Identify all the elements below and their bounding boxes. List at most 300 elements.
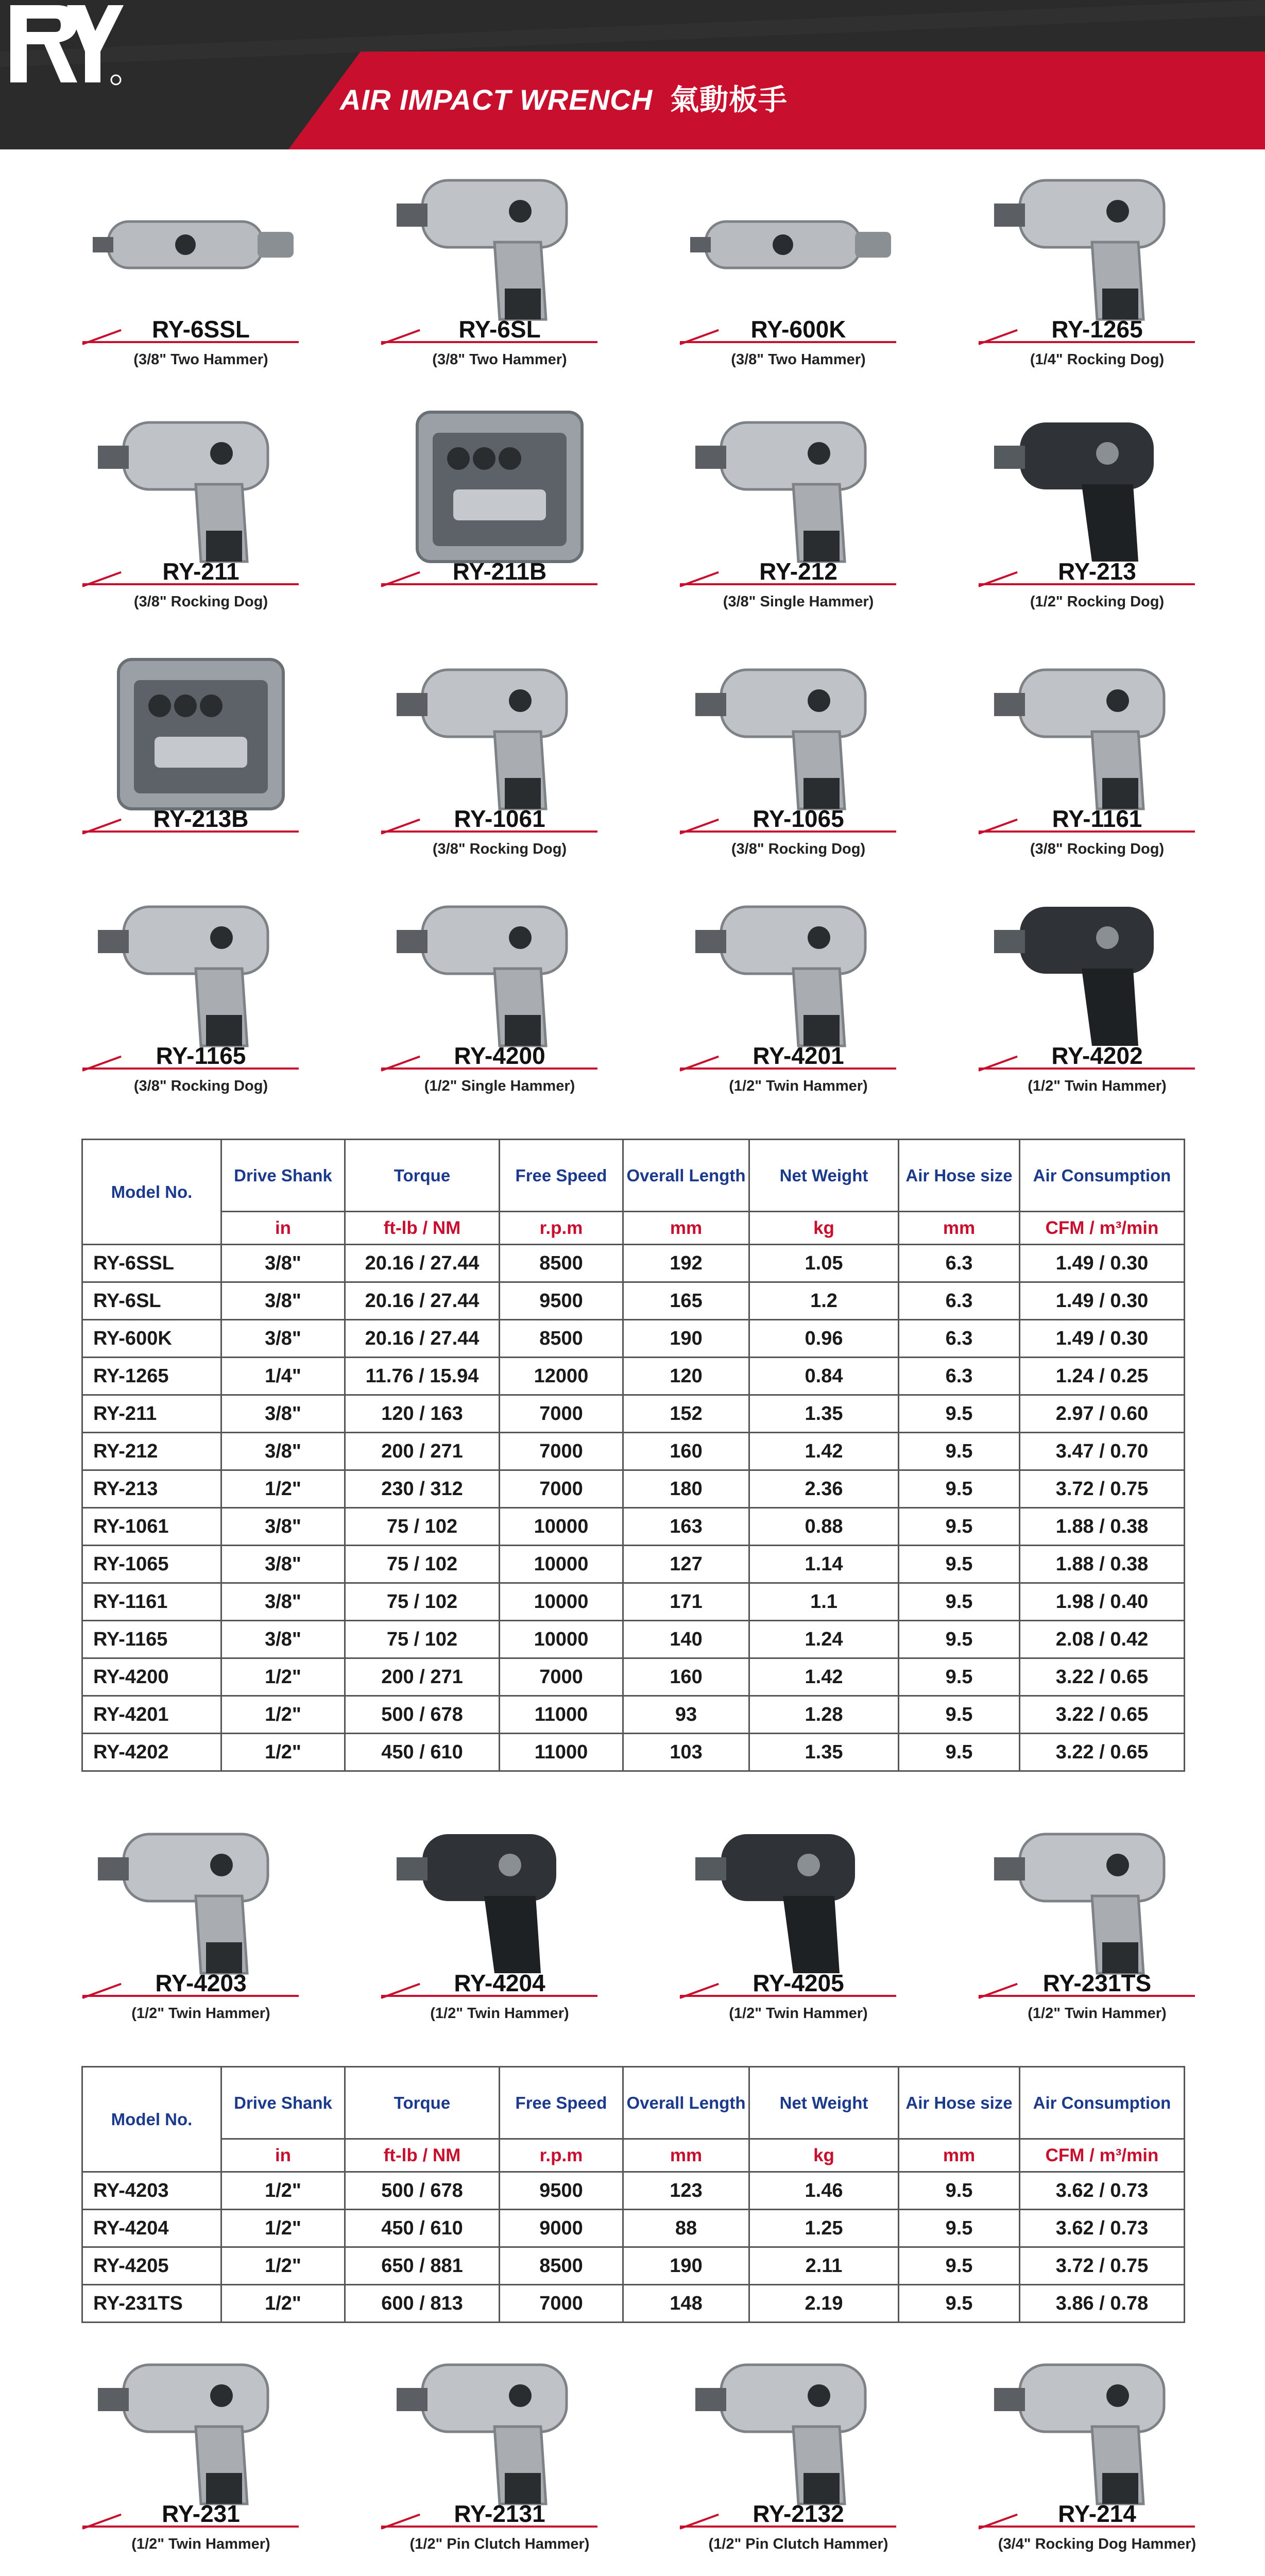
model-description: (3/4" Rocking Dog Hammer) bbox=[998, 2536, 1196, 2552]
header-air-consumption: Air Consumption bbox=[1020, 1140, 1185, 1212]
cell-value: 9000 bbox=[500, 2210, 623, 2247]
cell-value: 230 / 312 bbox=[345, 1470, 500, 1508]
unit-cfm: CFM / m³/min bbox=[1020, 1212, 1185, 1245]
unit-hose-mm: mm bbox=[899, 1212, 1020, 1245]
table-row bbox=[82, 2285, 1185, 2323]
cell-value: 120 bbox=[623, 1358, 749, 1395]
model-number: RY-1165 bbox=[156, 1042, 246, 1069]
cell-value: 3/8" bbox=[221, 1621, 345, 1658]
model-description: (3/8" Two Hammer) bbox=[432, 351, 567, 368]
cell-value: 0.96 bbox=[749, 1320, 899, 1358]
product-card bbox=[355, 876, 644, 1123]
cell-value: 3.72 / 0.75 bbox=[1020, 1470, 1185, 1508]
cell-value: 8500 bbox=[500, 1320, 623, 1358]
impact-wrench-image bbox=[984, 886, 1210, 1056]
cell-model: RY-4202 bbox=[82, 1734, 221, 1771]
cell-value: 3/8" bbox=[221, 1508, 345, 1546]
model-description: (1/2" Twin Hammer) bbox=[1028, 1078, 1167, 1094]
cell-value: 1.1 bbox=[749, 1583, 899, 1621]
table-2-body bbox=[82, 2172, 1185, 2323]
table-row bbox=[82, 2172, 1185, 2210]
cell-value: 600 / 813 bbox=[345, 2285, 500, 2323]
cell-value: 88 bbox=[623, 2210, 749, 2247]
header-net-weight: Net Weight bbox=[749, 2067, 899, 2139]
unit-mm: mm bbox=[623, 1212, 749, 1245]
unit-in: in bbox=[221, 2139, 345, 2172]
cell-value: 3/8" bbox=[221, 1433, 345, 1470]
table-row bbox=[82, 1358, 1185, 1395]
impact-wrench-image bbox=[88, 402, 314, 572]
product-card bbox=[57, 392, 345, 639]
model-description: (3/8" Rocking Dog) bbox=[731, 841, 866, 857]
model-number: RY-2131 bbox=[454, 2500, 545, 2527]
model-description: (1/2" Twin Hammer) bbox=[131, 2536, 270, 2552]
cell-value: 6.3 bbox=[899, 1245, 1020, 1282]
cell-value: 1.98 / 0.40 bbox=[1020, 1583, 1185, 1621]
impact-wrench-image bbox=[984, 2344, 1210, 2514]
model-number: RY-213B bbox=[153, 805, 249, 832]
cell-value: 1.14 bbox=[749, 1546, 899, 1583]
product-card bbox=[953, 392, 1241, 639]
cell-model: RY-1165 bbox=[82, 1621, 221, 1658]
model-number: RY-1161 bbox=[1052, 805, 1142, 832]
cell-value: 163 bbox=[623, 1508, 749, 1546]
cell-value: 165 bbox=[623, 1282, 749, 1320]
cell-value: 192 bbox=[623, 1245, 749, 1282]
table-1-body bbox=[82, 1245, 1185, 1771]
cell-value: 3/8" bbox=[221, 1320, 345, 1358]
cell-value: 10000 bbox=[500, 1546, 623, 1583]
unit-kg: kg bbox=[749, 2139, 899, 2172]
cell-value: 1/2" bbox=[221, 1658, 345, 1696]
cell-value: 7000 bbox=[500, 1395, 623, 1433]
impact-wrench-image bbox=[386, 649, 613, 819]
product-card bbox=[57, 876, 345, 1123]
unit-mm: mm bbox=[623, 2139, 749, 2172]
cell-value: 1/2" bbox=[221, 2247, 345, 2285]
unit-cfm: CFM / m³/min bbox=[1020, 2139, 1185, 2172]
cell-value: 450 / 610 bbox=[345, 1734, 500, 1771]
product-card bbox=[654, 639, 943, 886]
cell-value: 9.5 bbox=[899, 1583, 1020, 1621]
cell-value: 3.22 / 0.65 bbox=[1020, 1696, 1185, 1734]
cell-model: RY-212 bbox=[82, 1433, 221, 1470]
cell-value: 9.5 bbox=[899, 2247, 1020, 2285]
cell-value: 180 bbox=[623, 1470, 749, 1508]
cell-model: RY-1061 bbox=[82, 1508, 221, 1546]
table-row bbox=[82, 1245, 1185, 1282]
model-number: RY-211B bbox=[452, 558, 547, 585]
product-card bbox=[57, 149, 345, 397]
header-torque: Torque bbox=[345, 2067, 500, 2139]
product-card bbox=[654, 2571, 943, 2576]
model-description: (1/2" Rocking Dog) bbox=[1030, 594, 1165, 610]
cell-value: 1.46 bbox=[749, 2172, 899, 2210]
cell-value: 9.5 bbox=[899, 2285, 1020, 2323]
model-description: (3/8" Rocking Dog) bbox=[133, 1078, 268, 1094]
cell-value: 1/2" bbox=[221, 1696, 345, 1734]
impact-wrench-image bbox=[386, 160, 613, 330]
cell-model: RY-4204 bbox=[82, 2210, 221, 2247]
cell-value: 11000 bbox=[500, 1734, 623, 1771]
cell-value: 1.42 bbox=[749, 1658, 899, 1696]
cell-model: RY-211 bbox=[82, 1395, 221, 1433]
table-row bbox=[82, 1470, 1185, 1508]
cell-value: 160 bbox=[623, 1658, 749, 1696]
cell-value: 9500 bbox=[500, 2172, 623, 2210]
cell-model: RY-4203 bbox=[82, 2172, 221, 2210]
model-number: RY-231 bbox=[162, 2500, 240, 2527]
cell-value: 1.35 bbox=[749, 1395, 899, 1433]
cell-value: 3.47 / 0.70 bbox=[1020, 1433, 1185, 1470]
cell-value: 75 / 102 bbox=[345, 1546, 500, 1583]
cell-value: 11000 bbox=[500, 1696, 623, 1734]
cell-value: 8500 bbox=[500, 2247, 623, 2285]
model-number: RY-1065 bbox=[753, 805, 844, 832]
cell-value: 10000 bbox=[500, 1583, 623, 1621]
cell-value: 3/8" bbox=[221, 1245, 345, 1282]
header-drive-shank: Drive Shank bbox=[221, 2067, 345, 2139]
cell-value: 9.5 bbox=[899, 1470, 1020, 1508]
product-card bbox=[654, 149, 943, 397]
product-card bbox=[953, 639, 1241, 886]
cell-value: 1.24 / 0.25 bbox=[1020, 1358, 1185, 1395]
cell-value: 20.16 / 27.44 bbox=[345, 1320, 500, 1358]
product-card bbox=[953, 876, 1241, 1123]
cell-value: 123 bbox=[623, 2172, 749, 2210]
tool-case-image bbox=[386, 402, 613, 572]
cell-value: 9.5 bbox=[899, 1734, 1020, 1771]
title-zh: 氣動板手 bbox=[670, 83, 788, 117]
model-description: (1/4" Rocking Dog) bbox=[1030, 351, 1165, 368]
product-card bbox=[355, 2334, 644, 2576]
cell-value: 1/2" bbox=[221, 1734, 345, 1771]
unit-hose-mm: mm bbox=[899, 2139, 1020, 2172]
model-number: RY-212 bbox=[759, 558, 837, 585]
cell-value: 9500 bbox=[500, 1282, 623, 1320]
cell-value: 2.11 bbox=[749, 2247, 899, 2285]
table-row bbox=[82, 1282, 1185, 1320]
cell-value: 1.25 bbox=[749, 2210, 899, 2247]
header-net-weight: Net Weight bbox=[749, 1140, 899, 1212]
model-description: (3/8" Rocking Dog) bbox=[1030, 841, 1165, 857]
model-description: (1/2" Pin Clutch Hammer) bbox=[708, 2536, 888, 2552]
table-row bbox=[82, 1696, 1185, 1734]
cell-value: 500 / 678 bbox=[345, 2172, 500, 2210]
cell-model: RY-231TS bbox=[82, 2285, 221, 2323]
table-row bbox=[82, 1433, 1185, 1470]
product-card bbox=[953, 2334, 1241, 2576]
cell-value: 1.28 bbox=[749, 1696, 899, 1734]
product-card bbox=[953, 149, 1241, 397]
impact-wrench-image bbox=[88, 886, 314, 1056]
cell-value: 190 bbox=[623, 2247, 749, 2285]
product-card bbox=[57, 2571, 345, 2576]
cell-model: RY-4200 bbox=[82, 1658, 221, 1696]
cell-value: 3/8" bbox=[221, 1583, 345, 1621]
cell-value: 1/2" bbox=[221, 2210, 345, 2247]
cell-value: 7000 bbox=[500, 2285, 623, 2323]
unit-torque: ft-lb / NM bbox=[345, 1212, 500, 1245]
cell-value: 6.3 bbox=[899, 1358, 1020, 1395]
unit-in: in bbox=[221, 1212, 345, 1245]
model-number: RY-4204 bbox=[454, 1970, 545, 1996]
cell-value: 650 / 881 bbox=[345, 2247, 500, 2285]
cell-model: RY-6SL bbox=[82, 1282, 221, 1320]
cell-value: 2.36 bbox=[749, 1470, 899, 1508]
model-description: (1/2" Twin Hammer) bbox=[430, 2005, 569, 2022]
cell-model: RY-1265 bbox=[82, 1358, 221, 1395]
header-model: Model No. bbox=[82, 2067, 221, 2172]
cell-value: 9.5 bbox=[899, 1658, 1020, 1696]
impact-wrench-image bbox=[984, 649, 1210, 819]
spec-table-2 bbox=[81, 2066, 1185, 2323]
product-card bbox=[654, 1803, 943, 2050]
table-row bbox=[82, 1395, 1185, 1433]
product-card bbox=[355, 149, 644, 397]
cell-value: 3/8" bbox=[221, 1546, 345, 1583]
title-en: AIR IMPACT WRENCH bbox=[340, 83, 653, 116]
product-card bbox=[355, 392, 644, 639]
cell-value: 11.76 / 15.94 bbox=[345, 1358, 500, 1395]
model-description: (1/2" Twin Hammer) bbox=[131, 2005, 270, 2022]
model-number: RY-4200 bbox=[454, 1042, 545, 1069]
unit-kg: kg bbox=[749, 1212, 899, 1245]
model-description: (1/2" Single Hammer) bbox=[424, 1078, 575, 1094]
table-row bbox=[82, 1546, 1185, 1583]
header-air-hose: Air Hose size bbox=[899, 1140, 1020, 1212]
cell-value: 2.08 / 0.42 bbox=[1020, 1621, 1185, 1658]
page-header bbox=[0, 0, 1265, 149]
cell-value: 10000 bbox=[500, 1508, 623, 1546]
header-model: Model No. bbox=[82, 1140, 221, 1245]
table-row bbox=[82, 1583, 1185, 1621]
impact-wrench-image bbox=[685, 160, 912, 330]
cell-value: 0.84 bbox=[749, 1358, 899, 1395]
cell-value: 190 bbox=[623, 1320, 749, 1358]
cell-value: 9.5 bbox=[899, 1696, 1020, 1734]
model-number: RY-4203 bbox=[155, 1970, 247, 1996]
table-row bbox=[82, 2247, 1185, 2285]
table-row bbox=[82, 1621, 1185, 1658]
model-description: (3/8" Rocking Dog) bbox=[432, 841, 567, 857]
product-card bbox=[654, 876, 943, 1123]
product-card bbox=[654, 2334, 943, 2576]
cell-value: 9.5 bbox=[899, 1433, 1020, 1470]
cell-value: 20.16 / 27.44 bbox=[345, 1282, 500, 1320]
product-card bbox=[57, 2334, 345, 2576]
cell-value: 1/4" bbox=[221, 1358, 345, 1395]
unit-rpm: r.p.m bbox=[500, 2139, 623, 2172]
model-number: RY-211 bbox=[162, 558, 240, 585]
model-number: RY-1061 bbox=[454, 805, 545, 832]
product-card bbox=[654, 392, 943, 639]
product-card bbox=[355, 2571, 644, 2576]
cell-value: 140 bbox=[623, 1621, 749, 1658]
cell-value: 1.05 bbox=[749, 1245, 899, 1282]
ry-logo bbox=[0, 0, 124, 88]
cell-value: 1.88 / 0.38 bbox=[1020, 1546, 1185, 1583]
model-number: RY-214 bbox=[1058, 2500, 1136, 2527]
unit-rpm: r.p.m bbox=[500, 1212, 623, 1245]
product-card bbox=[355, 1803, 644, 2050]
cell-value: 1.35 bbox=[749, 1734, 899, 1771]
cell-value: 1/2" bbox=[221, 2285, 345, 2323]
table-row bbox=[82, 1658, 1185, 1696]
impact-wrench-image bbox=[685, 1814, 912, 1984]
cell-value: 6.3 bbox=[899, 1320, 1020, 1358]
spec-table-1 bbox=[81, 1139, 1185, 1772]
model-number: RY-4205 bbox=[753, 1970, 844, 1996]
model-description: (1/2" Pin Clutch Hammer) bbox=[409, 2536, 590, 2552]
cell-value: 7000 bbox=[500, 1433, 623, 1470]
cell-value: 148 bbox=[623, 2285, 749, 2323]
impact-wrench-image bbox=[386, 886, 613, 1056]
cell-value: 200 / 271 bbox=[345, 1658, 500, 1696]
impact-wrench-image bbox=[685, 649, 912, 819]
product-card bbox=[953, 2571, 1241, 2576]
cell-value: 1/2" bbox=[221, 1470, 345, 1508]
impact-wrench-image bbox=[88, 160, 314, 330]
cell-model: RY-1065 bbox=[82, 1546, 221, 1583]
model-number: RY-600K bbox=[750, 316, 846, 343]
table-row bbox=[82, 2210, 1185, 2247]
header-air-consumption: Air Consumption bbox=[1020, 2067, 1185, 2139]
cell-value: 200 / 271 bbox=[345, 1433, 500, 1470]
cell-value: 500 / 678 bbox=[345, 1696, 500, 1734]
cell-value: 3.72 / 0.75 bbox=[1020, 2247, 1185, 2285]
model-number: RY-231TS bbox=[1042, 1970, 1152, 1996]
cell-value: 2.97 / 0.60 bbox=[1020, 1395, 1185, 1433]
cell-value: 93 bbox=[623, 1696, 749, 1734]
impact-wrench-image bbox=[984, 402, 1210, 572]
cell-value: 152 bbox=[623, 1395, 749, 1433]
model-number: RY-4201 bbox=[753, 1042, 844, 1069]
cell-value: 7000 bbox=[500, 1658, 623, 1696]
cell-value: 3.62 / 0.73 bbox=[1020, 2172, 1185, 2210]
cell-value: 9.5 bbox=[899, 1546, 1020, 1583]
header-air-hose: Air Hose size bbox=[899, 2067, 1020, 2139]
model-description: (1/2" Twin Hammer) bbox=[729, 1078, 868, 1094]
tool-case-image bbox=[88, 649, 314, 819]
cell-value: 12000 bbox=[500, 1358, 623, 1395]
cell-value: 20.16 / 27.44 bbox=[345, 1245, 500, 1282]
model-number: RY-213 bbox=[1058, 558, 1136, 585]
impact-wrench-image bbox=[386, 2344, 613, 2514]
cell-model: RY-4205 bbox=[82, 2247, 221, 2285]
page-title bbox=[340, 77, 788, 118]
impact-wrench-image bbox=[685, 402, 912, 572]
model-number: RY-6SL bbox=[458, 316, 541, 343]
cell-model: RY-1161 bbox=[82, 1583, 221, 1621]
cell-value: 1.49 / 0.30 bbox=[1020, 1320, 1185, 1358]
cell-value: 75 / 102 bbox=[345, 1621, 500, 1658]
cell-value: 103 bbox=[623, 1734, 749, 1771]
cell-value: 8500 bbox=[500, 1245, 623, 1282]
cell-value: 3.62 / 0.73 bbox=[1020, 2210, 1185, 2247]
cell-value: 1/2" bbox=[221, 2172, 345, 2210]
cell-value: 160 bbox=[623, 1433, 749, 1470]
unit-torque: ft-lb / NM bbox=[345, 2139, 500, 2172]
cell-value: 3.86 / 0.78 bbox=[1020, 2285, 1185, 2323]
cell-value: 75 / 102 bbox=[345, 1508, 500, 1546]
cell-value: 1.2 bbox=[749, 1282, 899, 1320]
cell-value: 9.5 bbox=[899, 1395, 1020, 1433]
model-description: (3/8" Rocking Dog) bbox=[133, 594, 268, 610]
header-banner bbox=[0, 0, 1265, 149]
impact-wrench-image bbox=[386, 1814, 613, 1984]
header-drive-shank: Drive Shank bbox=[221, 1140, 345, 1212]
model-number: RY-6SSL bbox=[151, 316, 250, 343]
header-torque: Torque bbox=[345, 1140, 500, 1212]
impact-wrench-image bbox=[685, 2344, 912, 2514]
impact-wrench-image bbox=[984, 1814, 1210, 1984]
cell-value: 3.22 / 0.65 bbox=[1020, 1658, 1185, 1696]
model-description: (3/8" Single Hammer) bbox=[723, 594, 874, 610]
impact-wrench-image bbox=[984, 160, 1210, 330]
model-description: (3/8" Two Hammer) bbox=[133, 351, 268, 368]
cell-value: 3.22 / 0.65 bbox=[1020, 1734, 1185, 1771]
cell-model: RY-600K bbox=[82, 1320, 221, 1358]
cell-model: RY-213 bbox=[82, 1470, 221, 1508]
header-free-speed: Free Speed bbox=[500, 2067, 623, 2139]
model-number: RY-2132 bbox=[753, 2500, 844, 2527]
product-card bbox=[953, 1803, 1241, 2050]
cell-value: 3/8" bbox=[221, 1282, 345, 1320]
header-free-speed: Free Speed bbox=[500, 1140, 623, 1212]
cell-value: 10000 bbox=[500, 1621, 623, 1658]
cell-value: 2.19 bbox=[749, 2285, 899, 2323]
cell-value: 1.42 bbox=[749, 1433, 899, 1470]
header-overall-length: Overall Length bbox=[623, 2067, 749, 2139]
cell-model: RY-4201 bbox=[82, 1696, 221, 1734]
header-overall-length: Overall Length bbox=[623, 1140, 749, 1212]
cell-value: 120 / 163 bbox=[345, 1395, 500, 1433]
cell-value: 9.5 bbox=[899, 1621, 1020, 1658]
cell-value: 171 bbox=[623, 1583, 749, 1621]
cell-value: 1.49 / 0.30 bbox=[1020, 1282, 1185, 1320]
model-description: (1/2" Twin Hammer) bbox=[729, 2005, 868, 2022]
impact-wrench-image bbox=[88, 2344, 314, 2514]
cell-value: 0.88 bbox=[749, 1508, 899, 1546]
cell-model: RY-6SSL bbox=[82, 1245, 221, 1282]
cell-value: 7000 bbox=[500, 1470, 623, 1508]
model-description: (3/8" Two Hammer) bbox=[731, 351, 866, 368]
cell-value: 9.5 bbox=[899, 2172, 1020, 2210]
cell-value: 9.5 bbox=[899, 1508, 1020, 1546]
cell-value: 75 / 102 bbox=[345, 1583, 500, 1621]
cell-value: 127 bbox=[623, 1546, 749, 1583]
cell-value: 1.88 / 0.38 bbox=[1020, 1508, 1185, 1546]
table-row bbox=[82, 1734, 1185, 1771]
cell-value: 1.24 bbox=[749, 1621, 899, 1658]
cell-value: 9.5 bbox=[899, 2210, 1020, 2247]
product-card bbox=[57, 1803, 345, 2050]
cell-value: 1.49 / 0.30 bbox=[1020, 1245, 1185, 1282]
impact-wrench-image bbox=[88, 1814, 314, 1984]
cell-value: 6.3 bbox=[899, 1282, 1020, 1320]
product-card bbox=[355, 639, 644, 886]
table-row bbox=[82, 1508, 1185, 1546]
cell-value: 3/8" bbox=[221, 1395, 345, 1433]
table-row bbox=[82, 1320, 1185, 1358]
model-number: RY-4202 bbox=[1051, 1042, 1143, 1069]
model-description: (1/2" Twin Hammer) bbox=[1028, 2005, 1167, 2022]
model-number: RY-1265 bbox=[1051, 316, 1143, 343]
product-card bbox=[57, 639, 345, 886]
impact-wrench-image bbox=[685, 886, 912, 1056]
cell-value: 450 / 610 bbox=[345, 2210, 500, 2247]
